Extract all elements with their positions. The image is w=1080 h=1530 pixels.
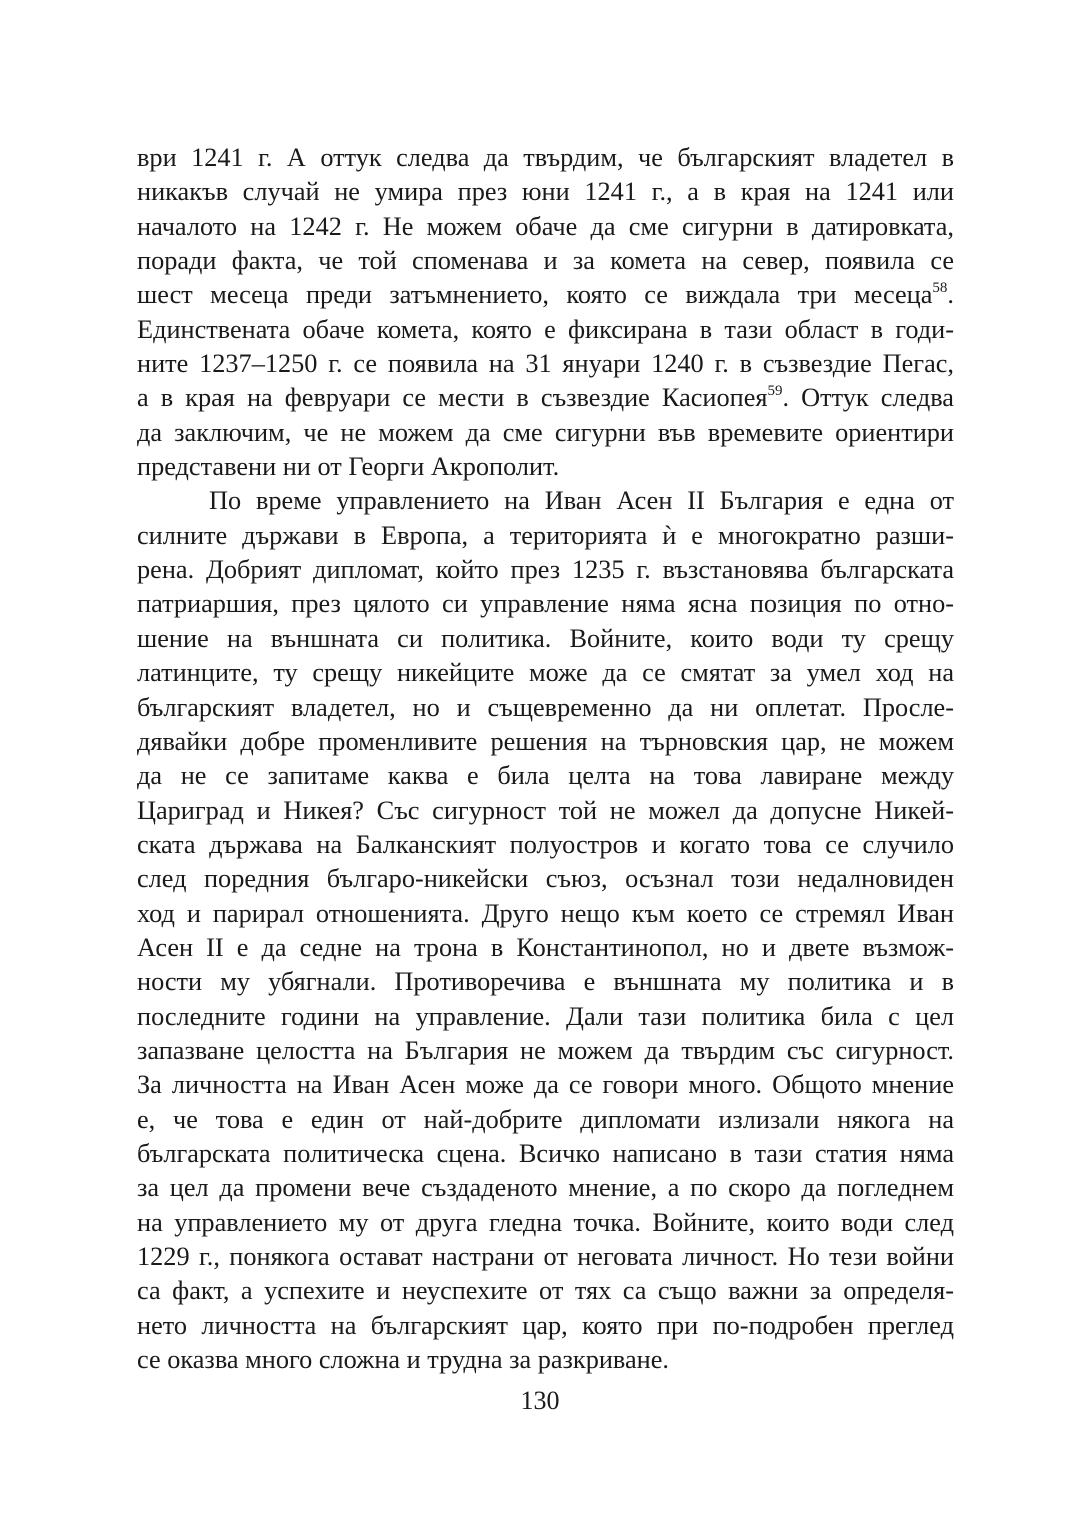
text-segment: шест месеца преди затъмнението, която се виждала три месеца xyxy=(137,280,933,310)
text-line: за цел да промени вече създаденото мнение, а по скоро да погледнем xyxy=(137,1173,954,1203)
text-line: началото на 1242 г. Не можем обаче да сме сигурни в датировката, xyxy=(137,211,954,241)
text-line: българският владетел, но и същевременно да ни оплетат. Просле- xyxy=(137,692,954,722)
text-line: Цариград и Никея? Със сигурност той не можел да допусне Никей- xyxy=(137,795,954,825)
text-line: се оказва много сложна и трудна за разкриване. xyxy=(137,1345,669,1375)
text-line: е, че това е един от най-добрите дипломати излизали някога на xyxy=(137,1104,954,1134)
text-line: ности му убягнали. Противоречива е външната му политика и в xyxy=(137,967,954,997)
text-line: ската държава на Балканският полуостров и когато това се случило xyxy=(137,829,954,859)
text-line: Единствената обаче комета, която е фиксирана в тази област в годи- xyxy=(137,314,954,344)
text-line: Асен II е да седне на трона в Константинопол, но и двете възмож- xyxy=(137,932,954,962)
text-line: дявайки добре променливите решения на търновския цар, не можем xyxy=(137,726,954,756)
text-line: запазване целостта на България не можем да твърдим със сигурност. xyxy=(137,1035,954,1065)
text-line: ход и парирал отношенията. Друго нещо към което се стремял Иван xyxy=(137,898,954,928)
text-line: рена. Добрият дипломат, който през 1235 г. възстановява българската xyxy=(137,555,954,585)
text-line: никакъв случай не умира през юни 1241 г., а в края на 1241 или xyxy=(137,177,954,207)
text-line: силните държави в Европа, а територията ѝ е многократно разши- xyxy=(137,520,954,550)
text-line: патриаршия, през цялото си управление няма ясна позиция по отно- xyxy=(137,589,954,619)
text-line: на управлението му от друга гледна точка. Войните, които води след xyxy=(137,1207,954,1237)
text-line: По време управлението на Иван Асен II България е една от xyxy=(209,486,954,516)
text-line: 1229 г., понякога остават настрани от неговата личност. Но тези войни xyxy=(137,1242,954,1271)
paragraph-2 xyxy=(137,484,954,1377)
footnote-ref-59: 59 xyxy=(767,382,783,399)
text-line xyxy=(137,278,954,312)
text-line: поради факта, че той споменава и за комета на север, появила се xyxy=(137,246,954,276)
text-line: шение на външната си политика. Войните, които води ту срещу xyxy=(137,623,954,653)
body-text xyxy=(137,141,954,1377)
footnote-ref-58: 58 xyxy=(932,279,948,296)
text-line: латинците, ту срещу никейците може да се смятат за умел ход на xyxy=(137,658,954,688)
text-line: нето личността на българският цар, която при по-подробен преглед xyxy=(137,1310,954,1340)
text-line: са факт, а успехите и неуспехите от тях са също важни за определя- xyxy=(137,1276,954,1306)
text-line: да не се запитаме каква е била целта на това лавиране между xyxy=(137,761,954,791)
text-line: представени ни от Георги Акрополит. xyxy=(137,452,560,482)
text-line: ните 1237–1250 г. се появила на 31 януари 1240 г. в съзвездие Пегас, xyxy=(137,349,954,379)
text-line: За личността на Иван Асен може да се говори много. Общото мнение xyxy=(137,1070,954,1100)
text-line: последните години на управление. Дали тази политика била с цел xyxy=(137,1001,954,1031)
paragraph-1 xyxy=(137,141,954,484)
text-line: след поредния българо-никейски съюз, осъзнал този недалновиден xyxy=(137,864,954,894)
text-segment: а в края на февруари се мести в съзвездие Касиопея xyxy=(137,383,768,413)
text-segment: . Оттук следва xyxy=(782,383,954,413)
text-line: ври 1241 г. А оттук следва да твърдим, че българският владетел в xyxy=(137,143,954,172)
text-line xyxy=(137,381,954,415)
text-line: да заключим, че не можем да сме сигурни във времевите ориентири xyxy=(137,417,954,447)
text-segment: . xyxy=(947,280,954,310)
page-number: 130 xyxy=(520,1386,560,1415)
text-line: българската политическа сцена. Всичко написано в тази статия няма xyxy=(137,1138,954,1168)
